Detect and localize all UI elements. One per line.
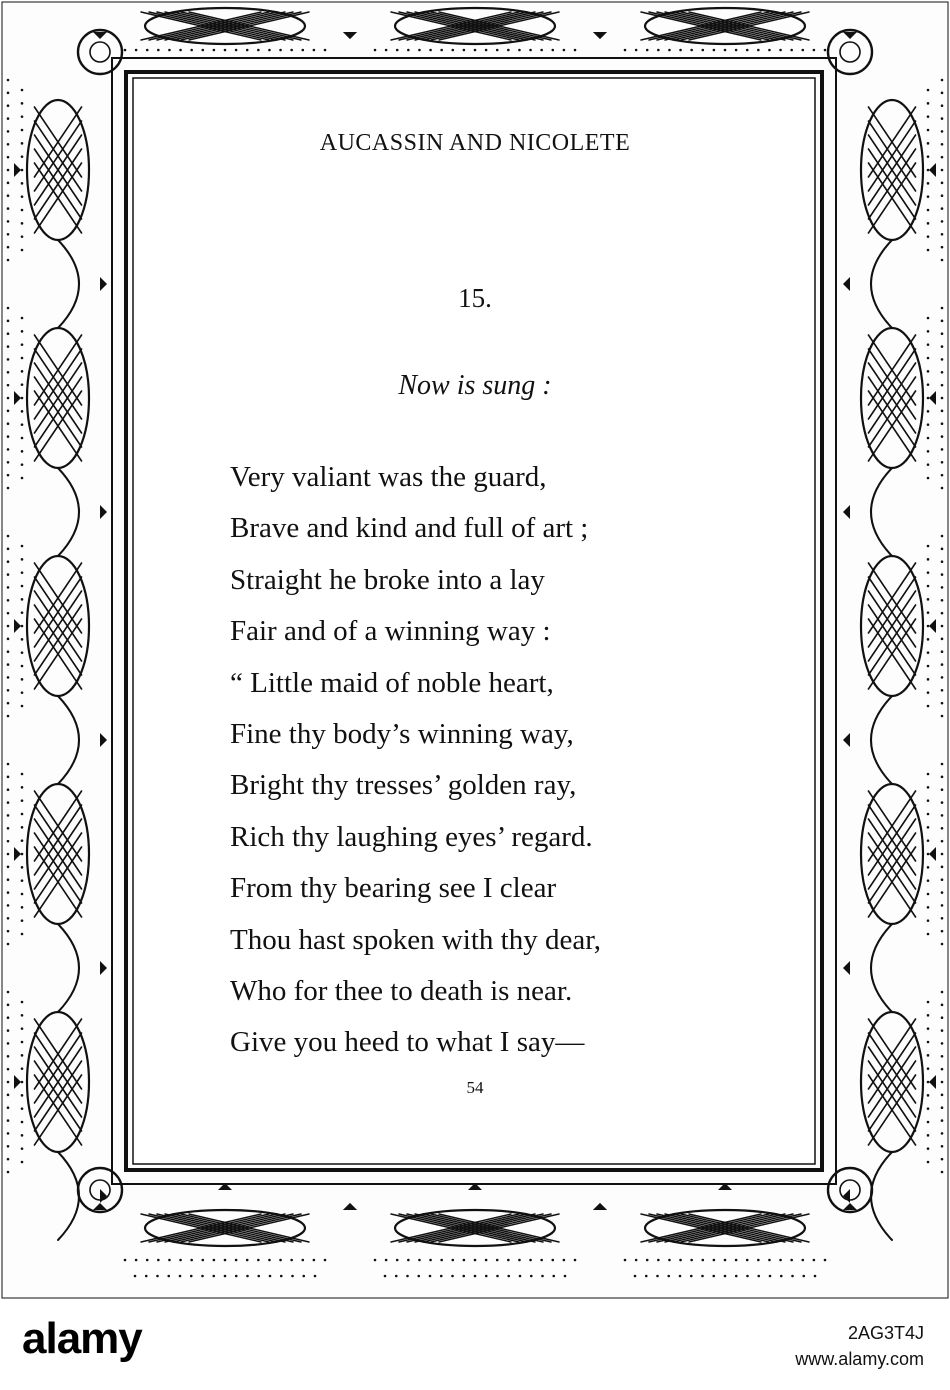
text-panel bbox=[136, 80, 814, 1162]
alamy-logo: alamy bbox=[22, 1314, 142, 1363]
verse bbox=[230, 452, 601, 1069]
verse-line: Bright thy tresses’ golden ray, bbox=[230, 769, 577, 802]
stock-info bbox=[795, 1320, 924, 1372]
verse-line: Brave and kind and full of art ; bbox=[230, 512, 589, 545]
verse-line: Straight he broke into a lay bbox=[230, 563, 545, 596]
verse-line: Give you heed to what I say— bbox=[230, 1026, 585, 1059]
page-number: 54 bbox=[466, 1078, 484, 1097]
section-number: 15. bbox=[458, 283, 492, 313]
watermark-footer bbox=[0, 1300, 950, 1390]
verse-line: “ Little maid of noble heart, bbox=[230, 666, 554, 699]
verse-line: From thy bearing see I clear bbox=[230, 872, 557, 905]
verse-line: Who for thee to death is near. bbox=[230, 975, 573, 1008]
verse-line: Fair and of a winning way : bbox=[230, 615, 551, 648]
verse-line: Fine thy body’s winning way, bbox=[230, 718, 574, 751]
running-head: AUCASSIN AND NICOLETE bbox=[319, 130, 631, 156]
verse-line: Thou hast spoken with thy dear, bbox=[230, 923, 601, 956]
verse-line: Very valiant was the guard, bbox=[230, 461, 547, 493]
verse-line: Rich thy laughing eyes’ regard. bbox=[230, 820, 593, 853]
intro-line: Now is sung : bbox=[398, 370, 552, 401]
site-url: www.alamy.com bbox=[795, 1349, 924, 1369]
image-id: 2AG3T4J bbox=[847, 1323, 924, 1343]
